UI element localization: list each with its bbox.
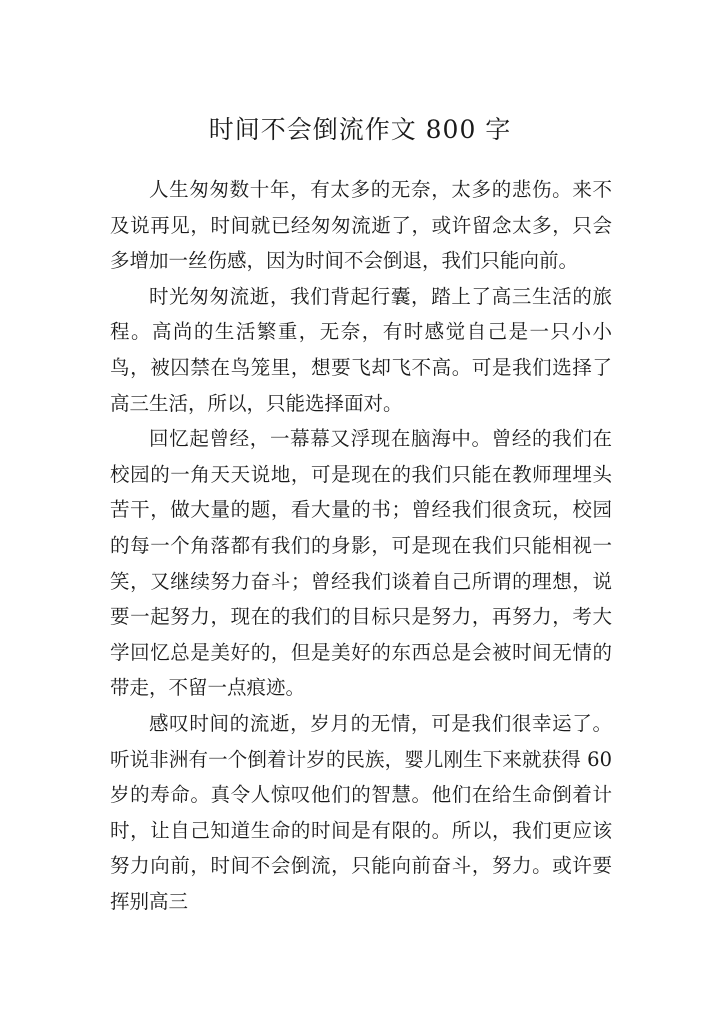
paragraph-4: 感叹时间的流逝，岁月的无情，可是我们很幸运了。听说非洲有一个倒着计岁的民族，婴儿刚生下来就获得 60 岁的寿命。真令人惊叹他们的智慧。他们在给生命倒着计时，让自己知道生命的时间是有限的。所以，我们更应该努力向前，时间不会倒流，只能向前奋斗，努力。或许要挥别高三 — [110, 711, 612, 913]
paragraph-3: 回忆起曾经，一幕幕又浮现在脑海中。曾经的我们在校园的一角天天说地，可是现在的我们只能在教师理埋头苦干，做大量的题，看大量的书；曾经我们很贪玩，校园的每一个角落都有我们的身影，可是现在我们只能相视一笑，又继续努力奋斗；曾经我们谈着自己所谓的理想，说要一起努力，现在的我们的目标只是努力，再努力，考大学回忆总是美好的，但是美好的东西总是会被时间无情的带走，不留一点痕迹。 — [110, 427, 612, 700]
paragraph-1: 人生匆匆数十年，有太多的无奈，太多的悲伤。来不及说再见，时间就已经匆匆流逝了，或许留念太多，只会多增加一丝伤感，因为时间不会倒退，我们只能向前。 — [110, 178, 612, 273]
paragraph-2: 时光匆匆流逝，我们背起行囊，踏上了高三生活的旅程。高尚的生活繁重，无奈，有时感觉自己是一只小小鸟，被囚禁在鸟笼里，想要飞却飞不高。可是我们选择了高三生活，所以，只能选择面对。 — [110, 284, 612, 415]
document-title: 时间不会倒流作文 800 字 — [208, 115, 512, 144]
document-body — [110, 172, 612, 919]
